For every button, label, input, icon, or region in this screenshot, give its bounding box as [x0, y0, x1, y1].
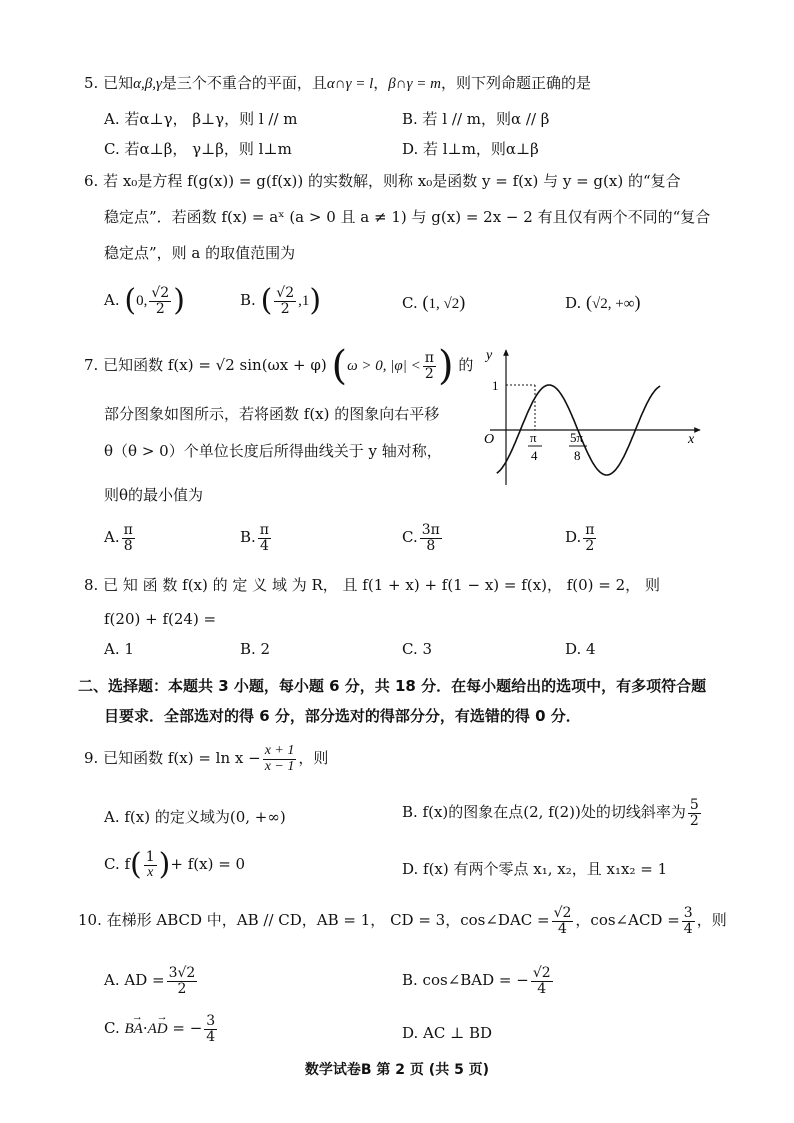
q5-option-d: D. 若 l⊥m，则α⊥β [402, 140, 539, 158]
q5-end: ，则下列命题正确的是 [440, 74, 591, 92]
q6-b-frac: $\frac{√2}{2}$ [276, 285, 295, 317]
q6-c-label: C. [402, 294, 418, 312]
q6-a-frac: $\frac{√2}{2}$ [151, 285, 170, 317]
q7-a-frac: $\frac{\pi}{8}$ [123, 522, 133, 554]
q6-option-a: A. (0, $\frac{√2}{2}$ ) [104, 283, 185, 319]
q7-line3: θ（θ > 0）个单位长度后所得曲线关于 y 轴对称， [104, 442, 442, 460]
q7-sine-graph [478, 345, 708, 490]
q10-pre: 10. 在梯形 ABCD 中，AB // CD，AB = 1， CD = 3，cos∠DAC = [78, 911, 550, 930]
q9-end: ，则 [298, 749, 329, 768]
q10-c-frac: $\frac{3}{4}$ [206, 1013, 216, 1045]
q7-option-d [565, 523, 598, 553]
q10-a-frac: $\frac{3√2}{2}$ [168, 965, 196, 997]
q7-end: 的 [458, 356, 474, 374]
q7-c-label: C. [402, 528, 418, 547]
q10-stem [78, 906, 727, 936]
q6-c-val: 1, √2 [428, 296, 460, 312]
q7-tick2-num: 5π [570, 430, 584, 445]
q9-b-frac: $\frac{5}{2}$ [689, 797, 699, 829]
q7-option-c [402, 523, 444, 553]
q9-pre: 9. 已知函数 f(x) = ln x − [84, 749, 261, 768]
q9-frac: $\frac{x + 1}{x - 1}$ [264, 743, 295, 774]
q5-cond1: α∩γ = l [326, 76, 374, 92]
q5-option-a: A. 若α⊥γ， β⊥γ，则 l // m [104, 110, 298, 128]
q7-line4: 则θ的最小值为 [104, 486, 204, 504]
q10-option-d: D. AC ⊥ BD [402, 1024, 493, 1042]
q10-end: ，则 [696, 911, 727, 930]
q9-stem [84, 744, 328, 774]
q6-line3: 稳定点”，则 a 的取值范围为 [104, 244, 296, 262]
q10-frac1: $\frac{√2}{4}$ [553, 905, 572, 937]
q9-option-b [402, 798, 703, 828]
q6-a-label: A. [104, 291, 120, 310]
q9-c-pre: C. f [104, 855, 131, 874]
q10-c-pre: C. [104, 1019, 120, 1038]
section2-heading-line2: 目要求．全部选对的得 6 分，部分选对的得部分分，有选错的得 0 分． [104, 707, 581, 725]
q7-y-label: y [486, 348, 493, 363]
q6-d-label: D. [565, 294, 582, 312]
section2-heading-line1: 二、选择题：本题共 3 小题，每小题 6 分，共 18 分．在每小题给出的选项中，有多项符合题 [78, 677, 707, 695]
q10-c-eq: = − [172, 1019, 203, 1038]
q8-line1: 8. 已 知 函 数 f(x) 的 定 义 域 为 R， 且 f(1 + x) + f(1 − x) = f(x)， f(0) = 2， 则 [84, 576, 660, 594]
q7-pre: 7. 已知函数 f(x) = √2 sin(ωx + φ) [84, 356, 327, 374]
q8-option-d: D. 4 [565, 640, 596, 658]
q5-option-b: B. 若 l // m，则α // β [402, 110, 550, 128]
q10-dot: · [142, 1019, 148, 1038]
q7-b-label: B. [240, 528, 256, 547]
q10-b-frac: $\frac{√2}{4}$ [532, 965, 551, 997]
q8-option-b: B. 2 [240, 640, 271, 658]
q7-tick1-den: 4 [531, 448, 538, 463]
q7-d-frac: $\frac{\pi}{2}$ [585, 522, 595, 554]
q7-x-label: x [688, 432, 695, 447]
q9-b-pre: B. f(x)的图象在点(2, f(2))处的切线斜率为 [402, 803, 686, 822]
q10-option-b [402, 966, 555, 996]
q5-stem: 5. 已知α,β,γ是三个不重合的平面，且α∩γ = l，β∩γ = m，则下列命题正确的是 [84, 74, 591, 92]
q7-one-label: 1 [492, 378, 499, 393]
q6-line2: 稳定点”．若函数 f(x) = aˣ (a > 0 且 a ≠ 1) 与 g(x) = 2x − 2 有且仅有两个不同的“复合 [104, 208, 711, 226]
q5-planes: α,β,γ [133, 76, 162, 92]
q7-a-label: A. [104, 528, 120, 547]
q10-frac2: $\frac{3}{4}$ [683, 905, 693, 937]
q7-line2: 部分图象如图所示，若将函数 f(x) 的图象向右平移 [104, 405, 440, 423]
q5-option-c: C. 若α⊥β， γ⊥β，则 l⊥m [104, 140, 292, 158]
q8-line2: f(20) + f(24) = [104, 610, 217, 628]
q7-option-a [104, 523, 137, 553]
q9-c-end: + f(x) = 0 [170, 855, 246, 874]
q7-tick1-num: π [530, 430, 537, 445]
q10-vec-ba: → BA [124, 1011, 143, 1038]
q6-a-zero: 0, [136, 293, 148, 310]
q7-c-frac: $\frac{3\pi}{8}$ [421, 522, 440, 554]
q9-option-c: C. f( $\frac{1}{x}$ )+ f(x) = 0 [104, 847, 246, 883]
q10-b-pre: B. cos∠BAD = − [402, 971, 529, 990]
q6-d-val: √2, +∞ [592, 296, 635, 312]
q10-a-pre: A. AD = [104, 971, 165, 990]
q6-b-label: B. [240, 291, 256, 310]
q7-pi-2: $\frac{\pi}{2}$ [424, 349, 434, 382]
q7-origin-label: O [484, 432, 495, 447]
q7-line1: 7. 已知函数 f(x) = √2 sin(ωx + φ) (ω > 0, |φ| < $\frac{\pi}{2}$ ) 的 [84, 343, 474, 389]
q6-option-c: C. (1, √2) [402, 292, 466, 312]
q7-d-label: D. [565, 528, 582, 547]
page-footer: 数学试卷B 第 2 页 (共 5 页) [304, 1062, 490, 1078]
q6-option-b: B. ( $\frac{√2}{2}$ ,1) [240, 283, 322, 319]
q7-option-b [240, 523, 273, 553]
q7-cond: ω > 0, |φ| < [347, 358, 421, 374]
q10-vec-ad: → AD [147, 1011, 168, 1038]
q5-cond2: β∩γ = m [388, 76, 441, 92]
q5-prefix: 5. 已知 [84, 74, 134, 92]
q8-option-c: C. 3 [402, 640, 433, 658]
q5-mid: 是三个不重合的平面，且 [161, 74, 327, 92]
q10-option-a [104, 966, 199, 996]
q8-option-a: A. 1 [104, 640, 134, 658]
q6-option-d: D. (√2, +∞) [565, 292, 641, 312]
q7-tick2-den: 8 [574, 448, 581, 463]
q7-b-frac: $\frac{\pi}{4}$ [259, 522, 269, 554]
q9-option-a: A. f(x) 的定义域为(0, +∞) [104, 808, 286, 826]
q10-option-c [104, 1011, 219, 1045]
q6-b-one: ,1 [298, 293, 310, 310]
q10-mid: ，cos∠ACD = [575, 911, 680, 930]
q6-line1: 6. 若 x₀是方程 f(g(x)) = g(f(x)) 的实数解，则称 x₀是函数 y = f(x) 与 y = g(x) 的“复合 [84, 172, 681, 190]
q9-option-d: D. f(x) 有两个零点 x₁, x₂，且 x₁x₂ = 1 [402, 860, 668, 878]
q9-c-frac: $\frac{1}{x}$ [145, 849, 155, 880]
